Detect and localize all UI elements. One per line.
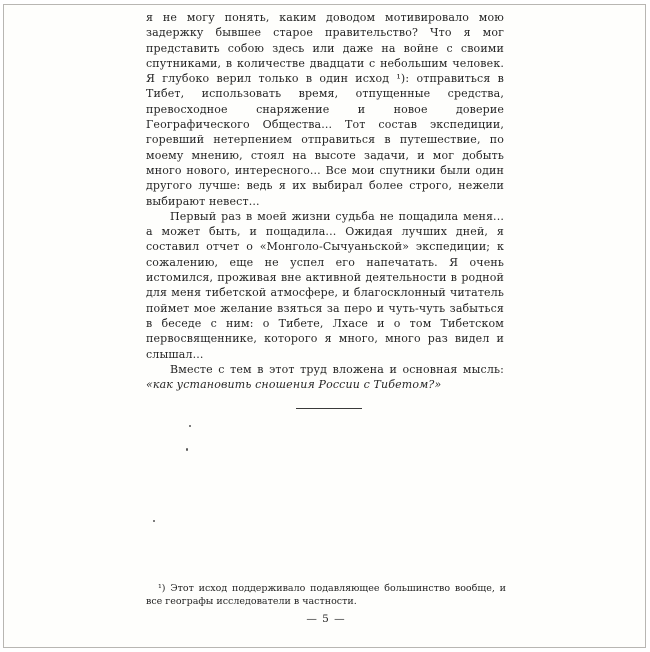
page-number: — 5 — — [306, 613, 346, 625]
paragraph-lead-text: Вместе с тем в этот труд вложена и основная мысль: — [170, 362, 504, 376]
paragraph-continuation: я не могу понять, каким доводом мотивировало мою задержку бывшее старое правительство? Что я мог представить собою здесь или даже на войне с своими спутниками, в количестве двадцати с небольшим человек. Я глубоко верил только в один исход ¹): отправиться в Тибет, использовать время, отпущенные средства, превосходное снаряжение и новое доверие Географического Общества... Тот состав экспедиции, горевший нетерпением отправиться в путешествие, по моему мнению, стоял на высоте задачи, и мог добыть много нового, интересного... Все мои спутники были один другого лучше: ведь я их выбирал более строго, нежели выбирают невест... — [146, 11, 504, 208]
section-divider-rule — [296, 408, 362, 409]
scan-speck — [186, 448, 188, 451]
scan-speck — [153, 520, 155, 522]
footnote-text: ¹) Этот исход поддерживало подавляющее большинство вообще, и все географы исследователи в частности. — [146, 583, 506, 607]
paragraph-emphasis-text: «как установить сношения России с Тибетом?» — [146, 378, 442, 392]
book-page — [3, 4, 646, 648]
main-text-block — [146, 10, 504, 392]
paragraph-final — [146, 362, 504, 393]
paragraph: Первый раз в моей жизни судьба не пощадила меня... а может быть, и пощадила... Ожидая лучших дней, я составил отчет о «Монголо-Сычуаньской» экспедиции; к сожалению, еще не успел его напечатать. Я очень истомился, проживая вне активной деятельности в родной для меня тибетской атмосфере, и благосклонный читатель поймет мое желание взяться за перо и чуть-чуть забыться в беседе с ним: о Тибете, Лхасе и о том Тибетском первосвященнике, которого я много, много раз видел и слышал... — [146, 209, 504, 361]
scan-speck — [189, 425, 191, 427]
